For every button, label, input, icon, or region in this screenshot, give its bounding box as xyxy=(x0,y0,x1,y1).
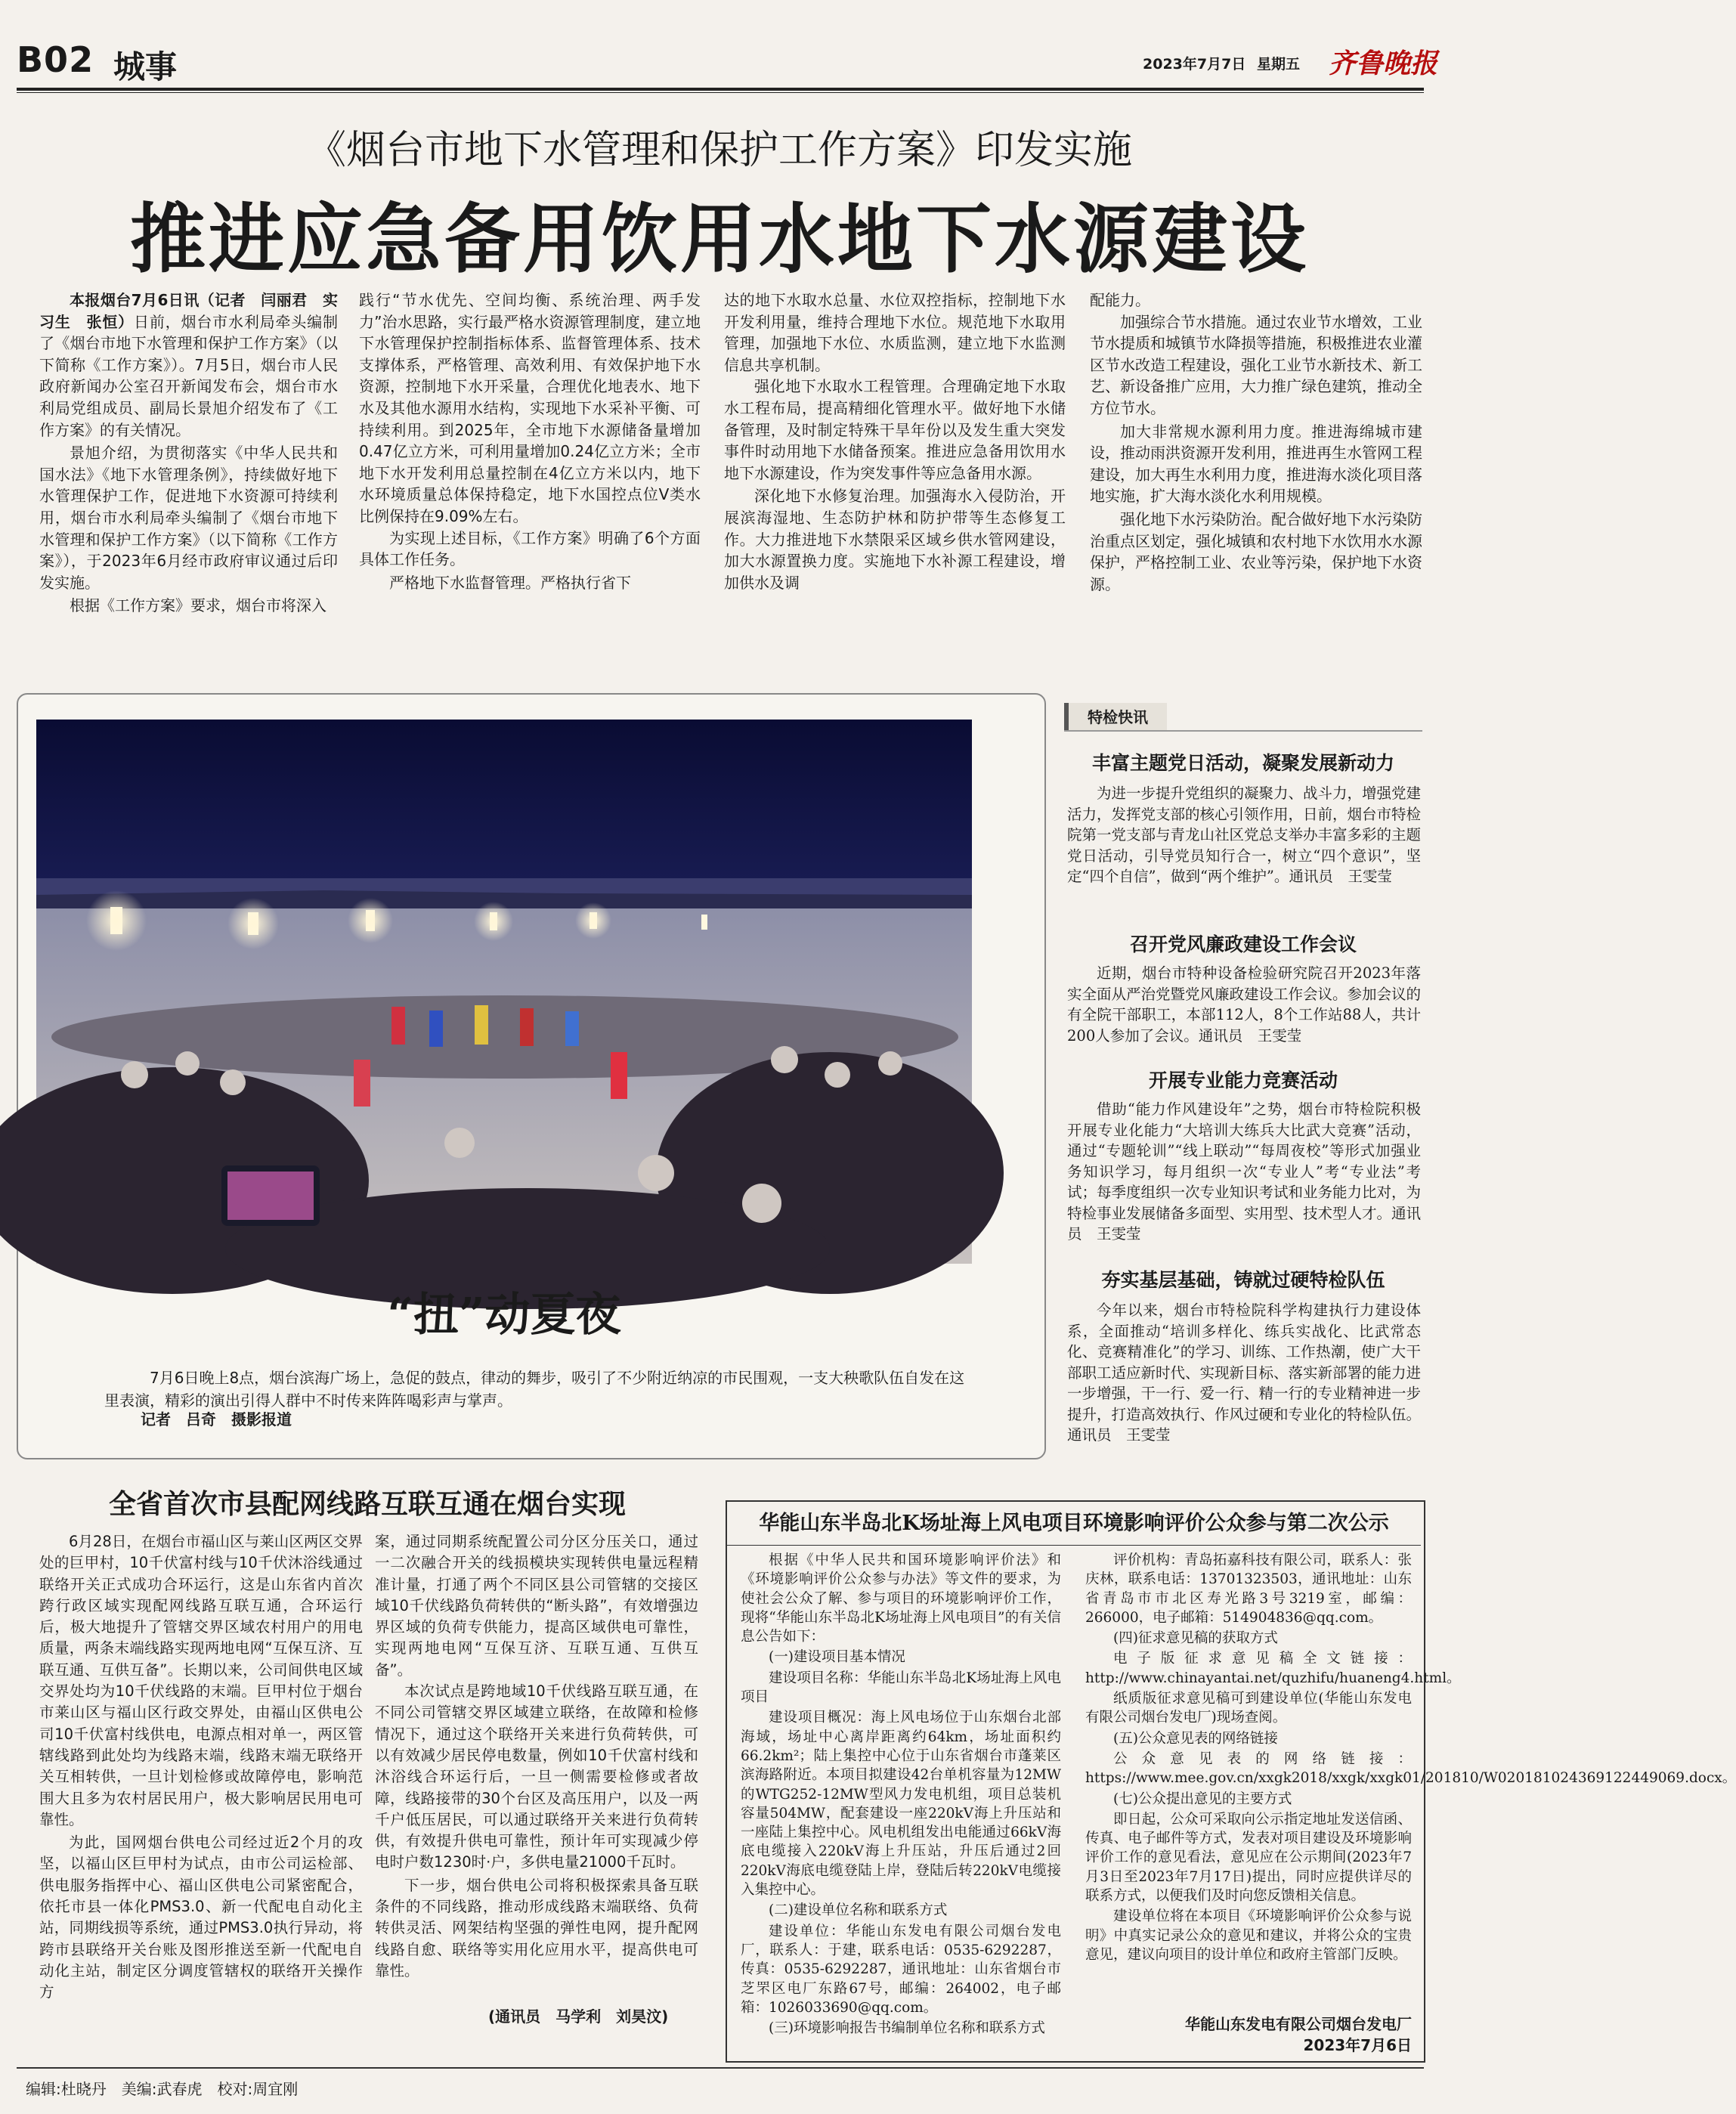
article-column-1 xyxy=(39,289,338,617)
article-paragraph: 践行“节水优先、空间均衡、系统治理、两手发力”治水思路，实行最严格水资源管理制度，建立地下水管理保护控制指标体系、监督管理体系、技术支撑体系，严格管理、高效利用、有效保护地下水资源，控制地下水开采量，合理优化地表水、地下水及其他水源用水结构，实现地下水采补平衡、可持续利用。到2025年，全市地下水源储备量增加0.47亿立方米，可利用量增加0.24亿立方米；全市地下水开发利用总量控制在4亿立方米以内，地下水环境质量总体保持稳定，地下水国控点位Ⅴ类水比例保持在9.09%左右。 xyxy=(359,291,701,525)
photo-title: “扭”动夏夜 xyxy=(387,1289,621,1342)
article-paragraph: 达的地下水取水总量、水位双控指标，控制地下水开发利用量，维持合理地下水位。规范地下水取用管理，加强地下水位、水质监测，建立地下水监测信息共享机制。 xyxy=(724,291,1066,374)
quick-news-rule xyxy=(1064,730,1422,732)
article-paragraph: 下一步，烟台供电公司将积极探索具备互联条件的不同线路，推动形成线路末端联络、负荷转供灵活、网架结构坚强的弹性电网，提升配网线路自愈、联络等实用化应用水平，提高供电可靠性。 xyxy=(375,1876,698,1979)
article-column-2 xyxy=(359,289,701,593)
article-paragraph: 案，通过同期系统配置公司分区分压关口，通过一二次融合开关的线损模块实现转供电量远程精准计量，打通了两个不同区县公司管辖的交接区域10千伏线路负荷转供的“断头路”，有效增强边界区域的负荷专供能力，提高区域供电可靠性，实现两地电网“互保互济、互联互通、互供互备”。 xyxy=(375,1533,698,1679)
article-paragraph: 为实现上述目标，《工作方案》明确了6个方面具体工作任务。 xyxy=(359,528,701,569)
article-paragraph: 配能力。 xyxy=(1090,291,1150,309)
notice-paragraph: 即日起，公众可采取向公示指定地址发送信函、传真、电子邮件等方式，发表对项目建设及环境影响评价工作的意见看法，意见应在公示期间(2023年7月3日至2023年7月17日)提出，同时应提供详尽的联系方式，以便我们及时向您反馈相关信息。 xyxy=(1085,1811,1412,1905)
editor-credits: 编辑:杜晓丹 美编:武春虎 校对:周宜刚 xyxy=(26,2080,299,2098)
article-paragraph: 强化地下水取水工程管理。合理确定地下水取水工程布局，提高精细化管理水平。做好地下水储备管理，及时制定特殊干旱年份以及发生重大突发事件时动用地下水储备预案。推进应急备用饮用水地下水源建设，作为突发事件等应急备用水源。 xyxy=(724,377,1066,482)
grid-story-credit: (通讯员 马学利 刘昊汶) xyxy=(488,2007,669,2026)
quick-news-tag: 特检快讯 xyxy=(1064,703,1167,732)
notice-paragraph: 建设项目名称：华能山东半岛北K场址海上风电项目 xyxy=(741,1670,1061,1706)
quick-news-body: 今年以来，烟台市特检院科学构建执行力建设体系，全面推动“培训多样化、练兵实战化、比武常态化、竞赛精准化”的学习、训练、工作热潮，使广大干部职工适应新时代、实现新目标、落实新部署的能力进一步增强，干一行、爱一行、精一行的专业精神进一步提升，打造高效执行、作风过硬和专业化的特检队伍。通讯员 王雯莹 xyxy=(1067,1302,1422,1444)
notice-paragraph: 公众意见表的网络链接：https://www.mee.gov.cn/xxgk2018/xxgk/xxgk01/201810/W020181024369122449069.docx。 xyxy=(1085,1750,1736,1787)
notice-paragraph: (七)公众提出意见的主要方式 xyxy=(1113,1791,1292,1807)
quick-news-headline: 开展专业能力竞赛活动 xyxy=(1148,1069,1338,1091)
quick-news-headline: 丰富主题党日活动，凝聚发展新动力 xyxy=(1091,752,1394,774)
photo-credit: 记者 吕奇 摄影报道 xyxy=(141,1410,292,1428)
newspaper-logo: 齐鲁晚报 xyxy=(1329,48,1438,79)
notice-signature-date: 2023年7月6日 xyxy=(1303,2036,1412,2054)
section-title: 城事 xyxy=(113,48,178,85)
page-number: B02 xyxy=(17,39,94,80)
photo-caption: 7月6日晚上8点，烟台滨海广场上，急促的鼓点，律动的舞步，吸引了不少附近纳凉的市民围观，一支大秧歌队伍自发在这里表演，精彩的演出引得人群中不时传来阵阵喝彩声与掌声。 xyxy=(104,1369,965,1410)
quick-news-body: 近期，烟台市特种设备检验研究院召开2023年落实全面从严治党暨党风廉政建设工作会议。参加会议的有全院干部职工，本部112人，8个工作站88人，共计200人参加了会议。通讯员 王雯莹 xyxy=(1067,964,1422,1045)
article-kicker: 《烟台市地下水管理和保护工作方案》印发实施 xyxy=(306,128,1132,173)
notice-paragraph: 电子版征求意见稿全文链接：http://www.chinayantai.net/quzhifu/huaneng4.html。 xyxy=(1085,1651,1461,1686)
article-paragraph: 6月28日，在烟台市福山区与莱山区两区交界处的巨甲村，10千伏富村线与10千伏沐浴线通过联络开关正式成功合环运行，这是山东省内首次跨行政区域实现配网线路互联互通，合环运行后，极大地提升了管辖交界区域农村用户的用电质量，两条末端线路实现两地电网“互保互济、互联互通、互供互备”。长期以来，公司间供电区域交界处均为10千伏线路的末端。巨甲村位于烟台市莱山区与福山区行政交界处，由福山区供电公司10千伏富村线供电，电源点相对单一，两区管辖线路到此处均为线路末端，线路末端无联络开关互相转供，一旦计划检修或故障停电，影响范围大且多为农村居民用户，极大影响居民用电可靠性。 xyxy=(39,1533,363,1828)
notice-paragraph: 评价机构：青岛拓嘉科技有限公司，联系人：张庆林，联系电话：13701323503，通讯地址：山东省青岛市市北区寿光路3号3219室，邮编：266000，电子邮箱：514904836@qq.com。 xyxy=(1085,1552,1412,1626)
article-paragraph: 严格地下水监督管理。严格执行省下 xyxy=(389,573,631,592)
news-photo xyxy=(36,720,972,1264)
article-paragraph: 日前，烟台市水利局牵头编制了《烟台市地下水管理和保护工作方案》（以下简称《工作方案》）。7月5日，烟台市人民政府新闻办公室召开新闻发布会，烟台市水利局党组成员、副局长景旭介绍发布了《工作方案》的有关情况。 xyxy=(39,312,338,439)
public-notice-title: 华能山东半岛北K场址海上风电项目环境影响评价公众参与第二次公示 xyxy=(727,1503,1421,1546)
grid-story-column-2 xyxy=(375,1531,698,1982)
grid-story-headline: 全省首次市县配网线路互联互通在烟台实现 xyxy=(108,1488,626,1520)
notice-paragraph: (五)公众意见表的网络链接 xyxy=(1113,1730,1278,1747)
footer-rule xyxy=(17,2067,1424,2069)
header-rule xyxy=(17,88,1424,91)
article-paragraph: 加大非常规水源利用力度。推进海绵城市建设，推动雨洪资源开发利用，推进再生水管网工程建设，加大再生水利用力度，推进海水淡化项目落地实施，扩大海水淡化水利用规模。 xyxy=(1090,422,1422,506)
article-paragraph: 深化地下水修复治理。加强海水入侵防治，开展滨海湿地、生态防护林和防护带等生态修复工作。大力推进地下水禁限采区域乡供水管网建设，加大水源置换力度。实施地下水补源工程建设，增加供水及调 xyxy=(724,487,1066,592)
notice-paragraph: (三)环境影响报告书编制单位名称和联系方式 xyxy=(769,2020,1045,2037)
notice-paragraph: (二)建设单位名称和联系方式 xyxy=(769,1902,948,1919)
public-notice-column-2 xyxy=(1085,1551,1736,1964)
header-rule-thin xyxy=(17,92,1424,93)
public-notice-column-1 xyxy=(741,1551,1061,2038)
article-paragraph: 景旭介绍，为贯彻落实《中华人民共和国水法》《地下水管理条例》，持续做好地下水管理保护工作，促进地下水资源可持续利用，烟台市水利局牵头编制了《烟台市地下水管理和保护工作方案》（以下简称《工作方案》），于2023年6月经市政府审议通过后印发实施。 xyxy=(39,444,338,592)
article-column-3 xyxy=(724,289,1066,593)
article-paragraph: 为此，国网烟台供电公司经过近2个月的攻坚，以福山区巨甲村为试点，由市公司运检部、供电服务指挥中心、福山区供电公司紧密配合，依托市县一体化PMS3.0、新一代配电自动化主站，同期线损等系统，通过PMS3.0执行异动，将跨市县联络开关台账及图形推送至新一代配电自动化主站，制定区分调度管辖权的联络开关操作方 xyxy=(39,1834,363,2001)
article-byline: 本报烟台7月6日讯（记者 闫丽君 实习生 张恒） xyxy=(39,291,338,331)
grid-story-column-1 xyxy=(39,1531,363,2004)
quick-news-headline: 召开党风廉政建设工作会议 xyxy=(1129,933,1357,955)
issue-weekday: 星期五 xyxy=(1257,56,1301,73)
notice-paragraph: 建设单位将在本项目《环境影响评价公众参与说明》中真实记录公众的意见和建议，并将公众的宝贵意见，建议向项目的设计单位和政府主管部门反映。 xyxy=(1085,1908,1412,1963)
notice-paragraph: (四)征求意见稿的获取方式 xyxy=(1113,1630,1278,1647)
notice-paragraph: 建设单位：华能山东发电有限公司烟台发电厂，联系人：于建，联系电话：0535-6292287，传真：0535-6292287，通讯地址：山东省烟台市芝罘区电厂东路67号，邮编：264002，电子邮箱：1026033690@qq.com。 xyxy=(741,1923,1061,2016)
article-headline: 推进应急备用饮用水地下水源建设 xyxy=(130,194,1309,283)
issue-date: 2023年7月7日 xyxy=(1143,56,1246,73)
article-paragraph: 根据《工作方案》要求，烟台市将深入 xyxy=(70,596,326,615)
article-paragraph: 加强综合节水措施。通过农业节水增效，工业节水提质和城镇节水降损等措施，积极推进农业灌区节水改造工程建设，强化工业节水新技术、新工艺、新设备推广应用，大力推广绿色建筑，推动全方位节水。 xyxy=(1090,312,1422,417)
quick-news-body: 为进一步提升党组织的凝聚力、战斗力，增强党建活力，发挥党支部的核心引领作用，日前，烟台市特检院第一党支部与青龙山社区党总支举办丰富多彩的主题党日活动，引导党员知行合一，树立“四个意识”，坚定“四个自信”，做到“两个维护”。通讯员 王雯莹 xyxy=(1067,785,1422,885)
article-paragraph: 强化地下水污染防治。配合做好地下水污染防治重点区划定，强化城镇和农村地下水饮用水水源保护，严格控制工业、农业等污染，保护地下水资源。 xyxy=(1090,509,1422,593)
quick-news-headline: 夯实基层基础，铸就过硬特检队伍 xyxy=(1101,1269,1385,1291)
notice-paragraph: 建设项目概况：海上风电场位于山东烟台北部海域，场址中心离岸距离约64km，场址面积约66.2km²；陆上集控中心位于山东省烟台市蓬莱区滨海路附近。本项目拟建设42台单机容量为12MW的WTG252-12MW型风力发电机组，项目总装机容量504MW，配套建设一座220kV海上升压站和一座陆上集控中心。风电机组发出电能通过66kV海底电缆接入220kV海上升压站，升压后通过2回220kV海底电缆登陆上岸，登陆后转220kV电缆接入集控中心。 xyxy=(741,1710,1061,1899)
article-column-4 xyxy=(1090,289,1422,595)
notice-paragraph: 根据《中华人民共和国环境影响评价法》和《环境影响评价公众参与办法》等文件的要求，为使社会公众了解、参与项目的环境影响评价工作，现将“华能山东半岛北K场址海上风电项目”的有关信息公告如下： xyxy=(741,1552,1061,1645)
quick-news-body: 借助“能力作风建设年”之势，烟台市特检院积极开展专业化能力“大培训大练兵大比武大竞赛”活动，通过“专题轮训”“线上联动”“每周夜校”等形式加强业务知识学习，每月组织一次“专业人”考“专业法”考试；每季度组织一次专业知识考试和业务能力比对，为特检事业发展储备多面型、实用型、技术型人才。通讯员 王雯莹 xyxy=(1067,1100,1422,1243)
article-paragraph: 本次试点是跨地域10千伏线路互联互通，在不同公司管辖交界区域建立联络，在故障和检修情况下，通过这个联络开关来进行负荷转供，可以有效减少居民停电数量，例如10千伏富村线和沐浴线合环运行后，一旦一侧需要检修或者故障，线路接带的30个台区及高压用户，以及一两千户低压居民，可以通过联络开关来进行负荷转供，有效提升供电可靠性，预计年可实现减少停电时户数1230时·户，多供电量21000千瓦时。 xyxy=(375,1682,698,1871)
notice-paragraph: (一)建设项目基本情况 xyxy=(769,1649,905,1666)
notice-paragraph: 纸质版征求意见稿可到建设单位(华能山东发电有限公司烟台发电厂)现场查阅。 xyxy=(1085,1691,1412,1726)
night-square-dance-photo xyxy=(36,720,972,1264)
notice-signature-org: 华能山东发电有限公司烟台发电厂 xyxy=(1185,2015,1412,2033)
